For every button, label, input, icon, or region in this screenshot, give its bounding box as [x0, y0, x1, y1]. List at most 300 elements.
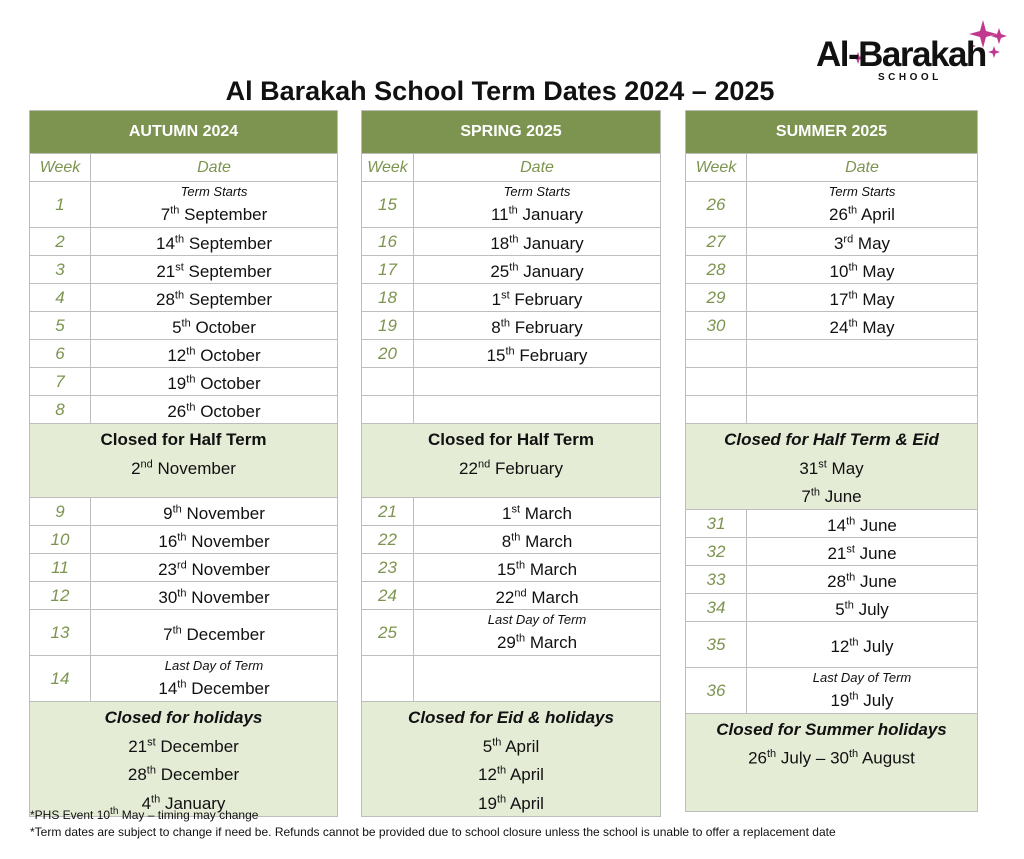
date-month: April	[509, 793, 544, 813]
date-day: 26	[829, 204, 848, 224]
table-row	[362, 312, 661, 340]
date-cell	[91, 228, 338, 256]
date-month: March	[529, 559, 578, 579]
date-month: January	[523, 233, 584, 253]
date-day: 7	[160, 204, 171, 224]
closure-date	[30, 759, 337, 788]
date-month: November	[191, 587, 270, 607]
week-column-header: Week	[362, 154, 414, 182]
date-value	[128, 765, 239, 784]
date-day: 28	[127, 765, 147, 785]
date-cell	[414, 182, 661, 228]
date-suffix: nd	[140, 458, 153, 470]
table-row	[686, 228, 978, 256]
closure-date-range	[686, 742, 977, 771]
week-number: 1	[30, 182, 91, 228]
holiday-closure	[362, 702, 661, 817]
date-day: 19	[167, 373, 187, 393]
date-value	[459, 459, 563, 478]
date-suffix: th	[849, 690, 859, 703]
table-row	[30, 498, 338, 526]
date-cell	[747, 284, 978, 312]
date-cell	[414, 284, 661, 312]
date-month: May	[862, 261, 895, 281]
date-month: October	[200, 345, 261, 365]
date-value	[158, 679, 269, 698]
date-value	[495, 588, 578, 607]
table-row	[30, 526, 338, 554]
week-number: 23	[362, 554, 414, 582]
date-value	[172, 318, 256, 337]
week-number: 22	[362, 526, 414, 554]
date-day: 26	[748, 748, 767, 768]
date-day: 17	[829, 289, 849, 309]
week-number: 33	[686, 566, 747, 594]
table-row	[686, 566, 978, 594]
date-cell	[747, 182, 978, 228]
date-month: June	[859, 572, 897, 592]
date-value	[163, 504, 265, 523]
date-value	[830, 691, 893, 710]
date-value	[490, 234, 583, 253]
week-number: 28	[686, 256, 747, 284]
table-row	[362, 498, 661, 526]
week-number: 36	[686, 668, 747, 714]
date-month: September	[188, 261, 272, 281]
date-suffix: th	[848, 317, 858, 330]
date-month: December	[191, 678, 270, 698]
date-value	[163, 625, 265, 644]
table-row	[30, 284, 338, 312]
date-value	[502, 532, 573, 551]
date-cell	[414, 610, 661, 656]
table-row	[30, 368, 338, 396]
date-note: Term Starts	[828, 184, 896, 200]
date-suffix: th	[496, 793, 507, 806]
date-month: September	[188, 289, 273, 309]
date-suffix: nd	[477, 458, 491, 470]
date-day: 11	[490, 204, 509, 224]
date-suffix: th	[846, 571, 856, 584]
table-row	[686, 622, 978, 668]
date-month: July	[863, 637, 894, 657]
table-row	[686, 284, 978, 312]
closure-title: Closed for holidays	[104, 708, 263, 727]
week-number: 19	[362, 312, 414, 340]
date-note: Last Day of Term	[812, 670, 912, 686]
footnotes	[30, 803, 836, 841]
date-suffix: th	[151, 793, 161, 806]
date-month: December	[160, 736, 239, 756]
date-month: May	[862, 289, 895, 309]
date-suffix: th	[810, 486, 821, 499]
date-cell	[414, 656, 661, 702]
table-row	[30, 582, 338, 610]
date-suffix: th	[505, 345, 515, 358]
date-suffix: th	[177, 531, 187, 544]
closure-row	[362, 424, 661, 498]
date-cell	[747, 668, 978, 714]
table-row	[30, 396, 338, 424]
date-cell	[91, 582, 338, 610]
date-month: February	[519, 345, 588, 365]
date-day: 21	[128, 736, 148, 756]
closure-date	[30, 452, 337, 481]
date-suffix: rd	[177, 559, 187, 572]
date-value	[167, 402, 260, 421]
date-suffix: th	[186, 373, 196, 386]
table-row	[686, 182, 978, 228]
date-month: November	[157, 458, 236, 478]
half-term-closure	[30, 424, 338, 498]
date-suffix: th	[515, 559, 526, 572]
date-month: July	[863, 691, 894, 711]
date-day: 12	[478, 765, 497, 785]
closure-title: Closed for Eid & holidays	[408, 708, 614, 727]
week-number: 34	[686, 594, 747, 622]
date-month: November	[186, 503, 265, 523]
date-month: July	[780, 748, 812, 768]
week-number: 12	[30, 582, 91, 610]
closure-title: Closed for Half Term	[100, 430, 267, 449]
date-cell	[747, 228, 978, 256]
date-cell	[91, 284, 338, 312]
table-row	[30, 312, 338, 340]
date-value	[158, 588, 269, 607]
date-cell	[414, 498, 661, 526]
term-table-summer	[685, 110, 978, 812]
table-row	[362, 368, 661, 396]
date-suffix: th	[492, 736, 502, 748]
date-day: 12	[830, 637, 850, 657]
table-row	[30, 228, 338, 256]
week-number: 7	[30, 368, 91, 396]
date-cell	[747, 566, 978, 594]
closure-row	[30, 702, 338, 817]
range-separator: –	[811, 748, 831, 768]
closure-date	[686, 481, 977, 510]
closure-title: Closed for Half Term	[428, 430, 594, 449]
week-number: 8	[30, 396, 91, 424]
date-value	[827, 516, 897, 535]
logo-subtitle: SCHOOL	[878, 72, 942, 83]
date-value	[158, 532, 269, 551]
date-day: 14	[158, 678, 178, 698]
date-note: Term Starts	[180, 184, 248, 200]
week-number	[686, 340, 747, 368]
date-day: 7	[801, 487, 811, 507]
term-header: SPRING 2025	[362, 111, 661, 154]
date-cell	[91, 340, 338, 368]
date-month: September	[188, 233, 273, 253]
date-month: June	[859, 544, 897, 564]
week-number: 18	[362, 284, 414, 312]
date-value	[835, 600, 889, 619]
closure-title: Closed for Summer holidays	[716, 720, 947, 740]
date-suffix: th	[181, 317, 191, 330]
date-month: May	[862, 317, 895, 337]
date-value	[827, 544, 896, 563]
date-day: 22	[495, 587, 515, 607]
week-number: 24	[362, 582, 414, 610]
date-day: 5	[172, 317, 182, 337]
date-cell	[414, 582, 661, 610]
date-day: 16	[158, 531, 178, 551]
date-month: January	[164, 793, 226, 813]
date-cell	[747, 312, 978, 340]
date-day: 25	[490, 261, 510, 281]
date-value	[156, 234, 272, 253]
table-row	[686, 340, 978, 368]
date-month: May	[831, 458, 864, 478]
week-number: 20	[362, 340, 414, 368]
date-cell	[414, 368, 661, 396]
date-day: 29	[496, 632, 516, 652]
date-cell	[414, 526, 661, 554]
date-suffix: th	[508, 204, 518, 217]
date-cell	[91, 312, 338, 340]
date-month: June	[824, 487, 862, 507]
footnote-phs-event: *PHS Event 10th May – timing may change	[30, 806, 259, 822]
table-row	[30, 610, 338, 656]
week-number: 30	[686, 312, 747, 340]
date-suffix: nd	[514, 587, 527, 600]
date-suffix: th	[172, 624, 182, 637]
date-suffix: th	[177, 587, 187, 600]
date-day: 19	[478, 793, 497, 813]
date-month: April	[505, 736, 540, 756]
date-month: October	[200, 373, 261, 393]
week-number: 15	[362, 182, 414, 228]
date-month: January	[523, 261, 584, 281]
closure-row	[686, 714, 978, 812]
date-day: 23	[158, 559, 177, 579]
date-day: 15	[486, 345, 506, 365]
date-day: 24	[829, 317, 849, 337]
date-cell	[414, 312, 661, 340]
date-value	[827, 572, 897, 591]
closure-date	[362, 759, 660, 788]
date-cell	[91, 368, 338, 396]
date-month: September	[184, 204, 268, 224]
date-month: October	[200, 401, 261, 421]
date-value	[478, 765, 544, 784]
week-number	[686, 396, 747, 424]
closure-date	[686, 452, 977, 481]
date-day: 18	[490, 233, 510, 253]
date-cell	[91, 554, 338, 582]
date-column-header: Date	[747, 154, 978, 182]
date-suffix: th	[509, 233, 519, 246]
date-suffix: th	[515, 632, 526, 645]
date-suffix: th	[496, 764, 507, 777]
date-suffix: rd	[843, 233, 854, 246]
closure-row	[30, 424, 338, 498]
term-table-autumn	[29, 110, 338, 817]
date-value	[161, 205, 268, 224]
date-month: October	[195, 317, 256, 337]
date-month: March	[524, 503, 572, 523]
date-suffix: th	[846, 515, 856, 528]
table-row	[686, 668, 978, 714]
date-suffix: th	[848, 289, 858, 302]
date-month: March	[529, 632, 578, 652]
date-column-header: Date	[414, 154, 661, 182]
week-number: 31	[686, 510, 747, 538]
table-row	[30, 656, 338, 702]
date-value	[487, 346, 588, 365]
week-number: 13	[30, 610, 91, 656]
logo-wordmark: Al-Barakah	[816, 35, 986, 74]
date-suffix: st	[501, 289, 510, 302]
date-month: February	[494, 458, 563, 478]
date-suffix: th	[844, 599, 854, 612]
date-month: March	[531, 587, 579, 607]
week-number	[362, 396, 414, 424]
closure-date	[30, 730, 337, 759]
table-row	[362, 340, 661, 368]
week-number: 17	[362, 256, 414, 284]
date-suffix: th	[509, 261, 519, 274]
date-cell	[91, 182, 338, 228]
date-cell	[747, 594, 978, 622]
date-suffix: th	[848, 261, 858, 274]
date-value	[799, 459, 863, 478]
date-day: 2	[131, 458, 141, 478]
closure-row	[362, 702, 661, 817]
week-number: 26	[686, 182, 747, 228]
date-value	[829, 205, 895, 224]
date-month: November	[191, 531, 270, 551]
footnote-term-dates: *Term dates are subject to change if need be. Refunds cannot be provided due to school closure unless the school is unable to offer a replacement date	[30, 825, 836, 839]
date-value	[158, 560, 270, 579]
table-row	[362, 396, 661, 424]
date-value	[801, 487, 861, 506]
date-cell	[91, 498, 338, 526]
date-suffix: th	[172, 503, 182, 516]
holiday-closure	[686, 714, 978, 812]
date-day: 10	[829, 261, 849, 281]
date-month: March	[525, 531, 573, 551]
table-row	[362, 256, 661, 284]
table-row	[362, 582, 661, 610]
date-cell	[747, 256, 978, 284]
date-day: 19	[830, 691, 850, 711]
date-month: May	[857, 233, 891, 253]
date-column-header: Date	[91, 154, 338, 182]
date-month: December	[186, 624, 265, 644]
date-value	[131, 459, 236, 478]
table-row	[362, 554, 661, 582]
date-day: 8	[491, 317, 501, 337]
week-number	[362, 656, 414, 702]
date-value	[830, 318, 895, 337]
table-row	[686, 368, 978, 396]
date-month: June	[859, 516, 897, 536]
date-cell	[414, 554, 661, 582]
date-suffix: th	[177, 678, 187, 691]
date-value	[156, 262, 271, 281]
date-month: February	[514, 317, 583, 337]
date-month: February	[514, 289, 583, 309]
date-suffix: st	[175, 261, 184, 274]
date-day: 31	[799, 458, 819, 478]
date-month: July	[858, 600, 889, 620]
date-cell	[91, 526, 338, 554]
date-cell	[91, 656, 338, 702]
date-cell	[747, 622, 978, 668]
date-day: 14	[156, 233, 175, 253]
date-value	[502, 504, 572, 523]
half-term-closure	[362, 424, 661, 498]
date-day: 15	[496, 559, 516, 579]
date-day: 22	[459, 458, 478, 478]
date-month: December	[160, 765, 240, 785]
table-row	[686, 312, 978, 340]
date-day: 30	[158, 587, 178, 607]
date-value	[128, 737, 239, 756]
date-month: April	[509, 765, 544, 785]
date-cell	[747, 396, 978, 424]
date-suffix: th	[847, 204, 858, 217]
date-day: 28	[827, 572, 847, 592]
date-value	[156, 290, 272, 309]
date-suffix: st	[511, 503, 521, 516]
week-number: 14	[30, 656, 91, 702]
date-cell	[414, 256, 661, 284]
date-day: 30	[830, 748, 849, 768]
date-value	[497, 560, 577, 579]
date-cell	[91, 610, 338, 656]
date-day: 8	[501, 531, 512, 551]
date-cell	[91, 256, 338, 284]
date-suffix: th	[174, 233, 185, 246]
table-row	[362, 228, 661, 256]
date-suffix: th	[511, 531, 521, 544]
week-number	[362, 368, 414, 396]
page-title: Al Barakah School Term Dates 2024 – 2025	[225, 76, 775, 106]
date-note: Term Starts	[503, 184, 571, 200]
term-header: AUTUMN 2024	[30, 111, 338, 154]
date-month: January	[522, 204, 584, 224]
table-row	[686, 538, 978, 566]
table-row	[30, 256, 338, 284]
date-day: 5	[835, 600, 845, 620]
date-value	[492, 290, 583, 309]
date-value	[834, 234, 890, 253]
week-number: 3	[30, 256, 91, 284]
date-day: 26	[167, 401, 187, 421]
table-row	[362, 610, 661, 656]
week-number: 5	[30, 312, 91, 340]
week-number: 27	[686, 228, 747, 256]
date-suffix: th	[146, 764, 156, 777]
date-day: 7	[163, 624, 173, 644]
date-note: Last Day of Term	[487, 612, 587, 628]
date-day: 12	[167, 345, 187, 365]
date-day: 21	[156, 261, 176, 281]
date-value	[167, 374, 260, 393]
term-header: SUMMER 2025	[686, 111, 978, 154]
date-suffix: st	[147, 736, 156, 748]
date-suffix: th	[174, 289, 185, 302]
date-cell	[414, 396, 661, 424]
table-row	[362, 656, 661, 702]
date-cell	[747, 538, 978, 566]
date-suffix: th	[848, 748, 859, 761]
date-value	[490, 262, 583, 281]
date-value	[497, 633, 577, 652]
